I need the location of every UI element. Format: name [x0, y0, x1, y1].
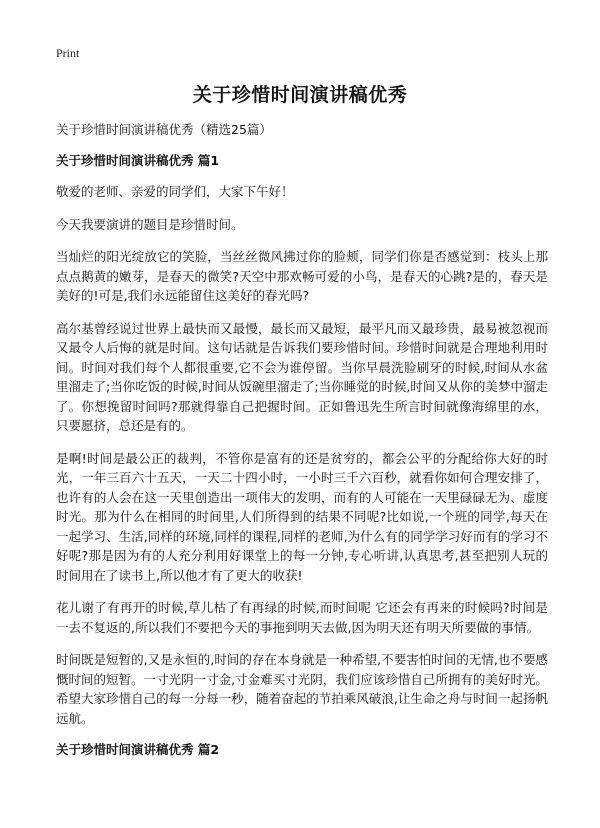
document-subtitle: 关于珍惜时间演讲稿优秀（精选25篇）: [56, 122, 272, 137]
document-body: [56, 121, 548, 771]
paragraph-gorky: 高尔基曾经说过世界上最快而又最慢，最长而又最短，最平凡而又最珍贵，最易被忽视而又最令人后悔的就是时间。这句话就是告诉我们要珍惜时间。珍惜时间就是合理地利用时间。时间对我们每个人都很重要,它不会为谁停留。当你早晨洗脸刷牙的时候,时间从水盆里溜走了;当你吃饭的时候,时间从饭碗里溜走了;当你睡觉的时候,时间又从你的美梦中溜走了。你想挽留时间吗?那就得靠自己把握时间。正如鲁迅先生所言时间就像海绵里的水，只要愿挤，总还是有的。: [56, 320, 548, 433]
paragraph-spring: 当灿烂的阳光绽放它的笑脸，当丝丝微风拂过你的脸颊，同学们你是否感觉到：枝头上那点点鹅黄的嫩芽，是春天的微笑?天空中那欢畅可爱的小鸟，是春天的心跳?是的，春天是美好的!可是,我们永远能留住这美好的春光吗?: [56, 249, 548, 303]
paragraph-topic: 今天我要演讲的题目是珍惜时间。: [56, 216, 244, 232]
section-heading-2: 关于珍惜时间演讲稿优秀 篇2: [56, 742, 220, 757]
paragraph-conclusion: 时间既是短暂的,又是永恒的,时间的存在本身就是一种希望,不要害怕时间的无情,也不要感慨时间的短暂。一寸光阴一寸金,寸金难买寸光阴，我们应该珍惜自己所拥有的美好时光。希望大家珍惜自己的每一分每一秒，随着奋起的节拍乘风破浪,让生命之舟与时间一起扬帆远航。: [56, 652, 548, 726]
section-heading-1: 关于珍惜时间演讲稿优秀 篇1: [56, 153, 220, 168]
paragraph-greeting: 敬爱的老师、亲爱的同学们，大家下午好！: [56, 184, 294, 199]
paragraph-fair-judge: 是啊!时间是最公正的裁判，不管你是富有的还是贫穷的，都会公平的分配给你大好的时光，一年三百六十五天，一天二十四小时，一小时三千六百秒，就看你如何合理安排了，也许有的人会在这一天里创造出一项伟大的发明，而有的人可能在一天里碌碌无为、虚度时光。那为什么在相同的时间里,人们所得到的结果不同呢?比如说,一个班的同学,每天在一起学习、生活,同样的环境,同样的课程,同样的老师,为什么有的同学学习好而有的学习不好呢?那是因为有的人充分利用好课堂上的每一分钟,专心听讲,认真思考,甚至把别人玩的时间用在了读书上,所以他才有了更大的收获!: [56, 450, 548, 583]
page-title: 关于珍惜时间演讲稿优秀: [192, 84, 408, 106]
paragraph-flowers: 花儿谢了有再开的时候,草儿枯了有再绿的时候,而时间呢 它还会有再来的时候吗?时间是一去不复返的,所以我们不要把今天的事拖到明天去做,因为明天还有明天所要做的事情。: [56, 600, 548, 635]
print-label: Print: [56, 46, 80, 60]
